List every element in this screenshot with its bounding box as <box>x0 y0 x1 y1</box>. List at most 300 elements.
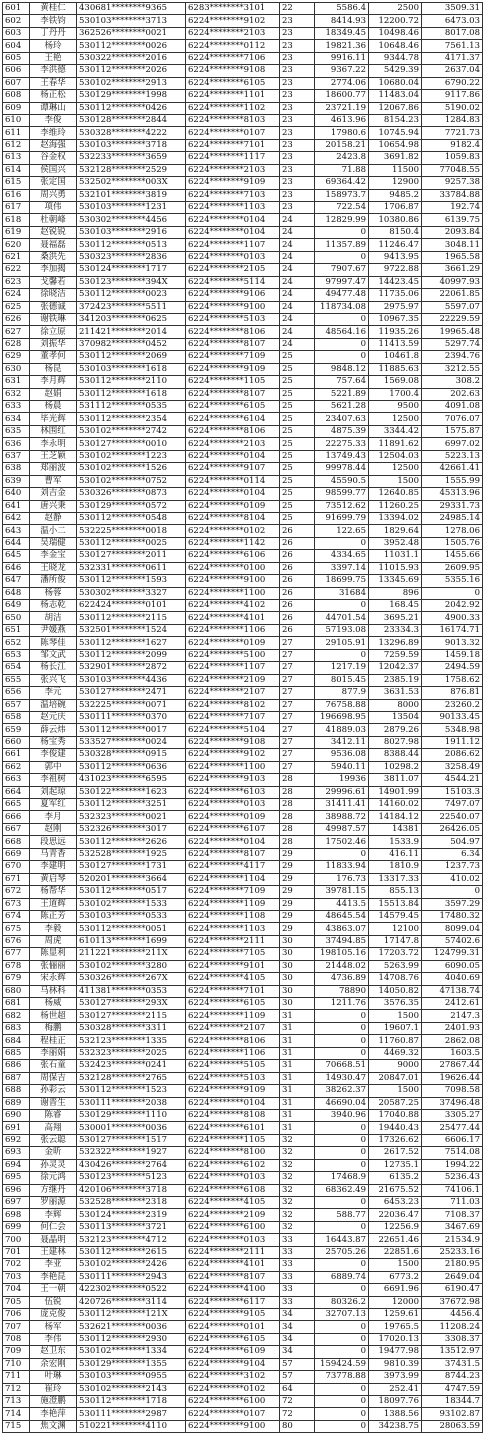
amount-b-cell: 3811.07 <box>369 774 422 786</box>
count-cell: 27 <box>280 724 315 736</box>
name-cell: 聂福磊 <box>30 239 77 251</box>
row-number-cell: 654 <box>3 662 30 674</box>
amount-b-cell: 6773.2 <box>369 1271 422 1283</box>
row-number-cell: 645 <box>3 550 30 562</box>
count-cell: 29 <box>280 848 315 860</box>
amount-b-cell: 11935.26 <box>369 326 422 338</box>
amount-c-cell: 6790.22 <box>422 77 483 89</box>
count-cell: 31 <box>280 1010 315 1022</box>
card-number-cell: 6224********6103 <box>186 786 280 798</box>
amount-b-cell: 8154.23 <box>369 114 422 126</box>
table-row <box>3 1072 483 1084</box>
amount-a-cell: 0 <box>315 848 369 860</box>
row-number-cell: 685 <box>3 1047 30 1059</box>
amount-c-cell: 7497.07 <box>422 799 483 811</box>
count-cell: 32 <box>280 1134 315 1146</box>
id-number-cell: 530128********2844 <box>77 114 186 126</box>
count-cell: 27 <box>280 687 315 699</box>
id-number-cell: 530112********1627 <box>77 637 186 649</box>
amount-b-cell: 11246.47 <box>369 239 422 251</box>
amount-c-cell: 4040.69 <box>422 973 483 985</box>
card-number-cell: 6224********9100 <box>186 1420 280 1432</box>
amount-a-cell: 757.64 <box>315 376 369 388</box>
card-number-cell: 6224********1107 <box>186 662 280 674</box>
name-cell: 叶琳 <box>30 1371 77 1383</box>
amount-c-cell: 6190.47 <box>422 1284 483 1296</box>
amount-a-cell: 4413.5 <box>315 898 369 910</box>
card-number-cell: 6224********4100 <box>186 1284 280 1296</box>
amount-b-cell: 3952.48 <box>369 537 422 549</box>
row-number-cell: 715 <box>3 1420 30 1432</box>
row-number-cell: 647 <box>3 575 30 587</box>
name-cell: 邹文武 <box>30 649 77 661</box>
amount-b-cell: 10745.94 <box>369 127 422 139</box>
amount-a-cell: 49477.48 <box>315 289 369 301</box>
amount-c-cell: 7098.58 <box>422 1085 483 1097</box>
id-number-cell: 211421********2014 <box>77 326 186 338</box>
amount-c-cell: 1758.62 <box>422 674 483 686</box>
card-number-cell: 6224********0107 <box>186 127 280 139</box>
amount-a-cell: 0 <box>315 338 369 350</box>
card-number-cell: 6224********9100 <box>186 575 280 587</box>
card-number-cell: 6224********5100 <box>186 649 280 661</box>
amount-a-cell: 0 <box>315 1134 369 1146</box>
row-number-cell: 691 <box>3 1122 30 1134</box>
id-number-cell: 530112********2615 <box>77 1246 186 1258</box>
row-number-cell: 653 <box>3 649 30 661</box>
count-cell: 25 <box>280 512 315 524</box>
count-cell: 28 <box>280 836 315 848</box>
name-cell: 李维玲 <box>30 127 77 139</box>
table-body <box>3 3 483 1433</box>
amount-b-cell: 6135.2 <box>369 1172 422 1184</box>
amount-c-cell: 1603.5 <box>422 1047 483 1059</box>
name-cell: 高翔 <box>30 1122 77 1134</box>
id-number-cell: 530124********2319 <box>77 1209 186 1221</box>
count-cell: 29 <box>280 886 315 898</box>
row-number-cell: 616 <box>3 189 30 201</box>
amount-c-cell: 26426.05 <box>422 823 483 835</box>
amount-b-cell: 5263.99 <box>369 960 422 972</box>
card-number-cell: 6224********8107 <box>186 388 280 400</box>
amount-c-cell: 2093.84 <box>422 226 483 238</box>
amount-b-cell: 12500 <box>369 413 422 425</box>
row-number-cell: 701 <box>3 1246 30 1258</box>
row-number-cell: 699 <box>3 1221 30 1233</box>
amount-c-cell: 2180.95 <box>422 1259 483 1271</box>
count-cell: 23 <box>280 15 315 27</box>
id-number-cell: 530326********267X <box>77 973 186 985</box>
amount-c-cell: 33784.88 <box>422 189 483 201</box>
card-number-cell: 6224********7109 <box>186 351 280 363</box>
amount-b-cell: 10380.86 <box>369 214 422 226</box>
row-number-cell: 634 <box>3 413 30 425</box>
id-number-cell: 530103********2916 <box>77 226 186 238</box>
amount-c-cell: 1505.76 <box>422 537 483 549</box>
table-row <box>3 27 483 39</box>
table-row <box>3 998 483 1010</box>
count-cell: 23 <box>280 202 315 214</box>
id-number-cell: 530127********1731 <box>77 861 186 873</box>
amount-b-cell: 1810.9 <box>369 861 422 873</box>
table-row <box>3 450 483 462</box>
count-cell: 23 <box>280 77 315 89</box>
id-number-cell: 532326********3017 <box>77 823 186 835</box>
card-number-cell: 6224********1106 <box>186 1047 280 1059</box>
amount-b-cell: 14423.45 <box>369 276 422 288</box>
amount-b-cell: 12504.03 <box>369 450 422 462</box>
row-number-cell: 630 <box>3 363 30 375</box>
card-number-cell: 6224********5103 <box>186 1072 280 1084</box>
table-row <box>3 114 483 126</box>
amount-a-cell: 4875.39 <box>315 425 369 437</box>
card-number-cell: 6224********6104 <box>186 413 280 425</box>
table-row <box>3 90 483 102</box>
table-row <box>3 600 483 612</box>
count-cell: 24 <box>280 226 315 238</box>
card-number-cell: 6224********0104 <box>186 488 280 500</box>
amount-c-cell: 9257.38 <box>422 177 483 189</box>
id-number-cell: 532322********1927 <box>77 1147 186 1159</box>
table-row <box>3 338 483 350</box>
amount-b-cell: 11735.06 <box>369 289 422 301</box>
amount-b-cell: 11413.59 <box>369 338 422 350</box>
name-cell: 尹媛燕 <box>30 624 77 636</box>
count-cell: 29 <box>280 923 315 935</box>
table-row <box>3 1271 483 1283</box>
card-number-cell: 6224********0107 <box>186 1408 280 1420</box>
id-number-cell: 530129********1998 <box>77 90 186 102</box>
amount-c-cell: 1059.83 <box>422 152 483 164</box>
card-number-cell: 6224********0104 <box>186 450 280 462</box>
row-number-cell: 627 <box>3 326 30 338</box>
id-number-cell: 530113********3721 <box>77 1221 186 1233</box>
amount-a-cell: 32707.13 <box>315 1308 369 1320</box>
count-cell: 23 <box>280 164 315 176</box>
name-cell: 杨玲 <box>30 40 77 52</box>
id-number-cell: 530112********1523 <box>77 1085 186 1097</box>
amount-b-cell: 17203.72 <box>369 948 422 960</box>
row-number-cell: 695 <box>3 1172 30 1184</box>
row-number-cell: 661 <box>3 749 30 761</box>
count-cell: 31 <box>280 1035 315 1047</box>
row-number-cell: 643 <box>3 525 30 537</box>
count-cell: 23 <box>280 152 315 164</box>
table-row <box>3 40 483 52</box>
amount-a-cell: 6889.74 <box>315 1271 369 1283</box>
row-number-cell: 641 <box>3 500 30 512</box>
count-cell: 29 <box>280 873 315 885</box>
name-cell: 罗丽源 <box>30 1197 77 1209</box>
amount-b-cell: 9413.95 <box>369 251 422 263</box>
count-cell: 80 <box>280 1420 315 1432</box>
amount-b-cell: 13296.89 <box>369 637 422 649</box>
name-cell: 张兴飞 <box>30 674 77 686</box>
count-cell: 32 <box>280 1147 315 1159</box>
count-cell: 26 <box>280 575 315 587</box>
amount-a-cell: 198105.16 <box>315 948 369 960</box>
amount-a-cell: 38988.72 <box>315 811 369 823</box>
card-number-cell: 6224********9109 <box>186 1085 280 1097</box>
amount-a-cell: 38262.37 <box>315 1085 369 1097</box>
amount-b-cell: 2385.19 <box>369 674 422 686</box>
card-number-cell: 6224********1117 <box>186 152 280 164</box>
table-row <box>3 65 483 77</box>
table-row <box>3 1346 483 1358</box>
amount-b-cell: 6691.96 <box>369 1284 422 1296</box>
amount-a-cell: 80326.2 <box>315 1296 369 1308</box>
amount-a-cell: 18699.75 <box>315 575 369 587</box>
name-cell: 谷金权 <box>30 152 77 164</box>
amount-b-cell: 9000 <box>369 1060 422 1072</box>
name-cell: 徐晓洁 <box>30 289 77 301</box>
row-number-cell: 708 <box>3 1333 30 1345</box>
card-number-cell: 6224********6100 <box>186 1396 280 1408</box>
amount-b-cell: 9485.2 <box>369 189 422 201</box>
amount-a-cell: 48564.16 <box>315 326 369 338</box>
amount-c-cell: 4544.21 <box>422 774 483 786</box>
amount-b-cell: 12640.85 <box>369 488 422 500</box>
amount-c-cell: 16174.71 <box>422 624 483 636</box>
count-cell: 31 <box>280 1072 315 1084</box>
amount-a-cell: 0 <box>315 1284 369 1296</box>
name-cell: 温培碗 <box>30 699 77 711</box>
count-cell: 27 <box>280 761 315 773</box>
name-cell: 杨正松 <box>30 90 77 102</box>
card-number-cell: 6224********2105 <box>186 264 280 276</box>
name-cell: 杨长江 <box>30 662 77 674</box>
count-cell: 24 <box>280 214 315 226</box>
amount-b-cell: 2617.52 <box>369 1147 422 1159</box>
name-cell: 聂晶明 <box>30 1234 77 1246</box>
amount-b-cell: 22651.46 <box>369 1234 422 1246</box>
count-cell: 26 <box>280 525 315 537</box>
amount-b-cell: 8027.98 <box>369 736 422 748</box>
count-cell: 28 <box>280 774 315 786</box>
count-cell: 23 <box>280 90 315 102</box>
table-row <box>3 1221 483 1233</box>
name-cell: 王一朝 <box>30 1284 77 1296</box>
amount-a-cell: 1211.76 <box>315 998 369 1010</box>
card-number-cell: 6224********0104 <box>186 226 280 238</box>
amount-c-cell: 1278.06 <box>422 525 483 537</box>
amount-a-cell: 5221.89 <box>315 388 369 400</box>
amount-c-cell: 1459.18 <box>422 649 483 661</box>
amount-c-cell: 21534.9 <box>422 1234 483 1246</box>
amount-a-cell: 21448.02 <box>315 960 369 972</box>
table-row <box>3 587 483 599</box>
name-cell: 杨世超 <box>30 1010 77 1022</box>
count-cell: 25 <box>280 500 315 512</box>
amount-c-cell: 3661.29 <box>422 264 483 276</box>
row-number-cell: 626 <box>3 313 30 325</box>
table-row <box>3 1408 483 1420</box>
amount-b-cell: 11885.63 <box>369 363 422 375</box>
amount-c-cell: 1455.66 <box>422 550 483 562</box>
card-number-cell: 6224********2111 <box>186 935 280 947</box>
id-number-cell: 420726********3114 <box>77 1296 186 1308</box>
table-row <box>3 1259 483 1271</box>
card-number-cell: 6224********9109 <box>186 363 280 375</box>
name-cell: 杨宝秀 <box>30 736 77 748</box>
table-row <box>3 15 483 27</box>
card-number-cell: 6224********6105 <box>186 77 280 89</box>
row-number-cell: 713 <box>3 1396 30 1408</box>
amount-b-cell: 10654.98 <box>369 139 422 151</box>
card-number-cell: 6224********7101 <box>186 139 280 151</box>
card-number-cell: 6224********0103 <box>186 799 280 811</box>
amount-a-cell: 0 <box>315 1259 369 1271</box>
row-number-cell: 614 <box>3 164 30 176</box>
amount-b-cell: 5429.39 <box>369 65 422 77</box>
table-row <box>3 189 483 201</box>
table-row <box>3 724 483 736</box>
table-row <box>3 326 483 338</box>
row-number-cell: 689 <box>3 1097 30 1109</box>
row-number-cell: 650 <box>3 612 30 624</box>
count-cell: 31 <box>280 1022 315 1034</box>
amount-c-cell: 1965.58 <box>422 251 483 263</box>
amount-c-cell: 90133.45 <box>422 711 483 723</box>
amount-a-cell: 91699.79 <box>315 512 369 524</box>
name-cell: 庞克俊 <box>30 1308 77 1320</box>
id-number-cell: 530001********0036 <box>77 1122 186 1134</box>
row-number-cell: 696 <box>3 1184 30 1196</box>
amount-b-cell: 11891.62 <box>369 438 422 450</box>
table-row <box>3 823 483 835</box>
card-number-cell: 6224********9105 <box>186 1308 280 1320</box>
amount-a-cell: 31411.41 <box>315 799 369 811</box>
amount-a-cell: 41889.03 <box>315 724 369 736</box>
table-row <box>3 960 483 972</box>
name-cell: 李俊建 <box>30 749 77 761</box>
amount-b-cell: 1829.64 <box>369 525 422 537</box>
row-number-cell: 607 <box>3 77 30 89</box>
amount-c-cell: 2494.59 <box>422 662 483 674</box>
amount-b-cell: 17147.8 <box>369 935 422 947</box>
table-row <box>3 1159 483 1171</box>
count-cell: 26 <box>280 550 315 562</box>
amount-b-cell: 9500 <box>369 401 422 413</box>
card-number-cell: 6224********4105 <box>186 1197 280 1209</box>
id-number-cell: 532101********3819 <box>77 189 186 201</box>
amount-a-cell: 8015.45 <box>315 674 369 686</box>
row-number-cell: 674 <box>3 910 30 922</box>
name-cell: 周虎 <box>30 935 77 947</box>
id-number-cell: 530103********3718 <box>77 139 186 151</box>
name-cell: 赵海强 <box>30 139 77 151</box>
amount-c-cell: 3258.49 <box>422 761 483 773</box>
count-cell: 33 <box>280 1234 315 1246</box>
name-cell: 焦文渊 <box>30 1420 77 1432</box>
amount-c-cell: 22229.59 <box>422 313 483 325</box>
card-number-cell: 6224********1109 <box>186 1010 280 1022</box>
row-number-cell: 635 <box>3 425 30 437</box>
count-cell: 31 <box>280 1122 315 1134</box>
card-number-cell: 6224********7105 <box>186 948 280 960</box>
row-number-cell: 639 <box>3 475 30 487</box>
name-cell: 李元 <box>30 687 77 699</box>
count-cell: 25 <box>280 488 315 500</box>
amount-c-cell: 15103.3 <box>422 786 483 798</box>
count-cell: 28 <box>280 823 315 835</box>
amount-a-cell: 16443.87 <box>315 1234 369 1246</box>
amount-b-cell: 10680.04 <box>369 77 422 89</box>
id-number-cell: 430681********9365 <box>77 3 186 15</box>
row-number-cell: 648 <box>3 587 30 599</box>
amount-b-cell: 11760.87 <box>369 1035 422 1047</box>
amount-c-cell: 1911.12 <box>422 736 483 748</box>
amount-a-cell: 0 <box>315 1333 369 1345</box>
amount-c-cell: 9117.86 <box>422 90 483 102</box>
table-row <box>3 475 483 487</box>
amount-b-cell: 12500 <box>369 463 422 475</box>
name-cell: 张石童 <box>30 1060 77 1072</box>
row-number-cell: 618 <box>3 214 30 226</box>
name-cell: 刘振华 <box>30 338 77 350</box>
amount-b-cell: 3576.35 <box>369 998 422 1010</box>
row-number-cell: 603 <box>3 27 30 39</box>
count-cell: 27 <box>280 637 315 649</box>
card-number-cell: 6224********8108 <box>186 1109 280 1121</box>
count-cell: 27 <box>280 649 315 661</box>
count-cell: 23 <box>280 127 315 139</box>
id-number-cell: 530103********3713 <box>77 15 186 27</box>
name-cell: 王艳 <box>30 52 77 64</box>
id-number-cell: 530302********3327 <box>77 587 186 599</box>
amount-a-cell: 2423.8 <box>315 152 369 164</box>
id-number-cell: 530102********1533 <box>77 898 186 910</box>
amount-b-cell: 12900 <box>369 177 422 189</box>
amount-a-cell: 0 <box>315 251 369 263</box>
table-row <box>3 1047 483 1059</box>
card-number-cell: 6224********8107 <box>186 1271 280 1283</box>
amount-c-cell: 1575.87 <box>422 425 483 437</box>
row-number-cell: 709 <box>3 1346 30 1358</box>
name-cell: 潘所俊 <box>30 575 77 587</box>
amount-a-cell: 0 <box>315 226 369 238</box>
amount-c-cell: 74106.1 <box>422 1184 483 1196</box>
amount-b-cell: 14184.12 <box>369 811 422 823</box>
id-number-cell: 530112********0023 <box>77 289 186 301</box>
count-cell: 25 <box>280 425 315 437</box>
amount-c-cell: 2412.61 <box>422 998 483 1010</box>
amount-c-cell: 202.63 <box>422 388 483 400</box>
table-row <box>3 1321 483 1333</box>
table-row <box>3 550 483 562</box>
name-cell: 薛云炜 <box>30 724 77 736</box>
id-number-cell: 372423********5511 <box>77 301 186 313</box>
card-number-cell: 6224********8106 <box>186 1035 280 1047</box>
count-cell: 27 <box>280 711 315 723</box>
table-row <box>3 1172 483 1184</box>
amount-a-cell: 0 <box>315 1022 369 1034</box>
count-cell: 26 <box>280 537 315 549</box>
row-number-cell: 637 <box>3 450 30 462</box>
amount-c-cell: 3509.31 <box>422 3 483 15</box>
id-number-cell: 530127********0010 <box>77 438 186 450</box>
count-cell: 57 <box>280 1371 315 1383</box>
row-number-cell: 622 <box>3 264 30 276</box>
amount-c-cell: 25233.16 <box>422 1246 483 1258</box>
amount-a-cell: 5940.11 <box>315 761 369 773</box>
count-cell: 27 <box>280 699 315 711</box>
id-number-cell: 532423********0241 <box>77 1060 186 1072</box>
id-number-cell: 530127********2471 <box>77 687 186 699</box>
id-number-cell: 530302********4456 <box>77 214 186 226</box>
amount-a-cell: 118734.08 <box>315 301 369 313</box>
card-number-cell: 6224********2109 <box>186 1209 280 1221</box>
